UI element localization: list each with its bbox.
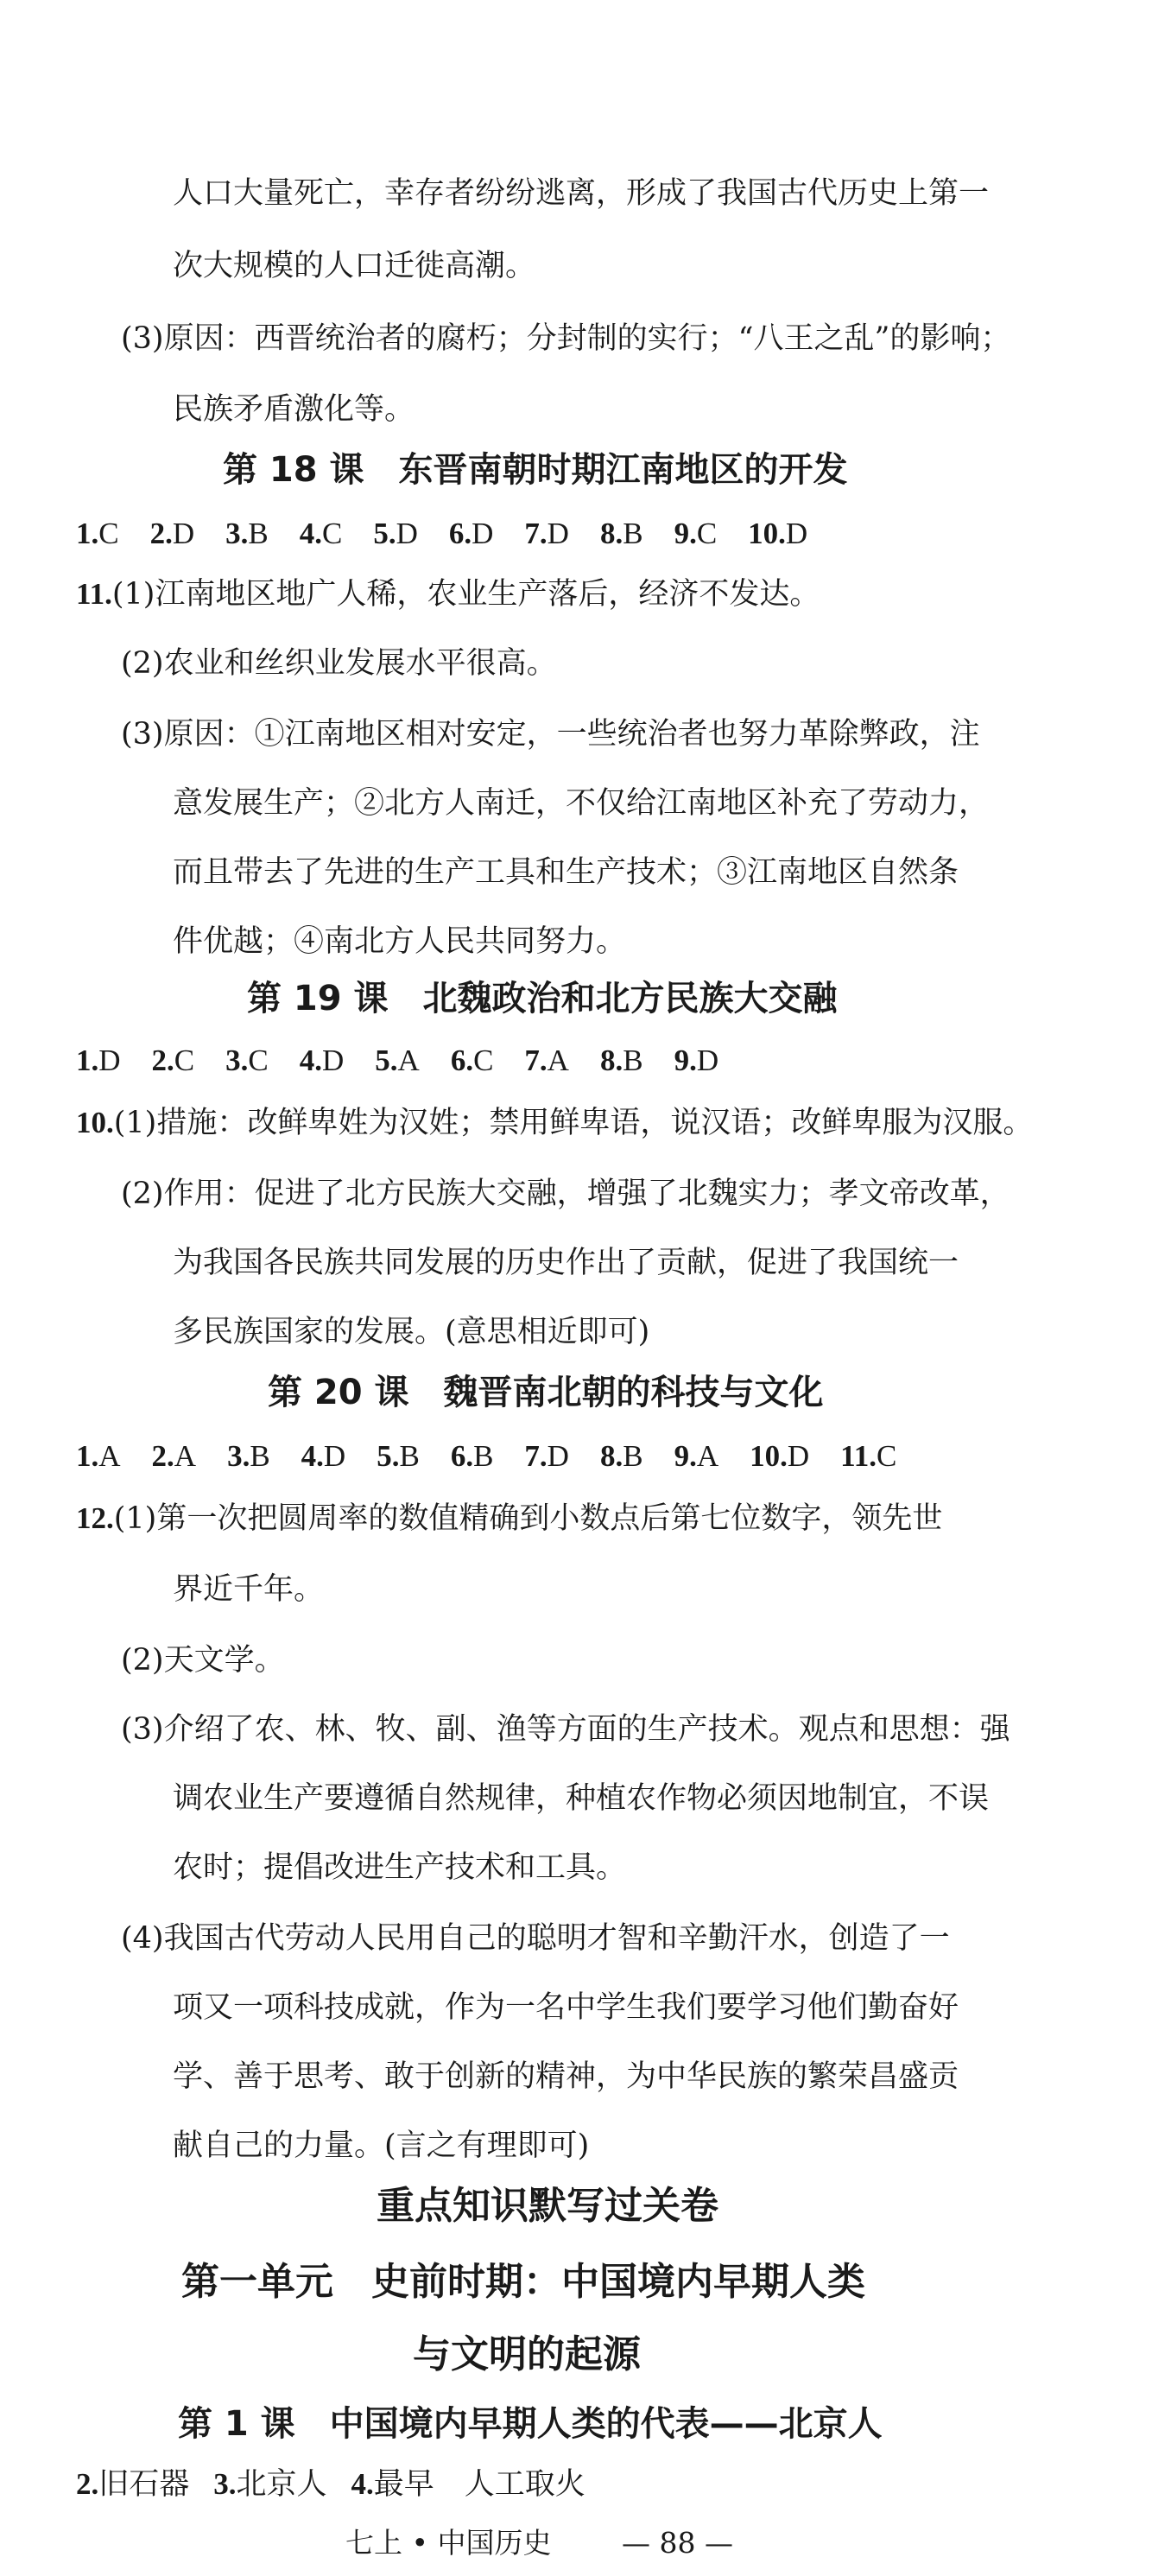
answer-value: D (787, 1439, 810, 1473)
question-number: 2. (76, 2467, 99, 2501)
answer-value: B (623, 1439, 643, 1473)
choice-answer (840, 1436, 896, 1477)
choice-answer (748, 513, 807, 555)
answer-value: C (876, 1439, 897, 1473)
answer-value: D (696, 1044, 719, 1077)
answer-text: (2)作用：促进了北方民族大交融，增强了北魏实力；孝文帝改革， (121, 1177, 1010, 1211)
question-number: 3. (225, 1044, 249, 1077)
choice-answer (600, 1040, 643, 1082)
answer-value: D (172, 517, 195, 550)
answer-text: 而且带去了先进的生产工具和生产技术；③江南地区自然条 (173, 855, 959, 890)
lesson-1-title: 第 1 课 中国境内早期人类的代表——北京人 (178, 2404, 883, 2444)
answer-text: (1)江南地区地广人稀，农业生产落后，经济不发达。 (111, 577, 820, 612)
question-number: 11. (840, 1439, 877, 1473)
question-number: 6. (450, 1044, 474, 1077)
text-line: 次大规模的人口迁徙高潮。 (173, 249, 536, 283)
lesson-18-choice-answers (76, 513, 807, 555)
answer-value: D (98, 1044, 121, 1077)
question-number: 11. (76, 577, 112, 611)
answer-value: B (248, 517, 269, 550)
question-number: 2. (151, 1044, 174, 1077)
question-number: 2. (149, 517, 173, 550)
answer-value: A (547, 1044, 569, 1077)
page-number: — 88 — (622, 2526, 733, 2560)
answer-text: 多民族国家的发展。(意思相近即可) (173, 1315, 650, 1349)
question-number: 6. (450, 1439, 474, 1473)
answer-value: D (396, 517, 418, 550)
question-number: 7. (524, 1044, 548, 1077)
answer-value: A (696, 1439, 719, 1473)
review-title: 重点知识默写过关卷 (377, 2184, 718, 2228)
choice-answer (524, 1040, 569, 1082)
lesson-20-choice-answers (76, 1436, 896, 1477)
question-number: 5. (375, 1044, 398, 1077)
choice-answer (152, 1436, 197, 1477)
answer-value: D (472, 517, 494, 550)
choice-answer (213, 2464, 326, 2505)
choice-answer (225, 1040, 269, 1082)
answer-value: B (623, 1044, 643, 1077)
answer-item (121, 318, 1010, 359)
question-number: 10. (76, 1106, 114, 1139)
answer-text: 农时；提倡改进生产技术和工具。 (173, 1850, 627, 1885)
answer-text: 为我国各民族共同发展的历史作出了贡献，促进了我国统一 (173, 1246, 959, 1280)
answer-text: (3)介绍了农、林、牧、副、渔等方面的生产技术。观点和思想：强 (121, 1712, 1010, 1747)
choice-answer (150, 513, 195, 555)
choice-answer (674, 1040, 719, 1082)
answer-value: C (473, 1044, 494, 1077)
answer-value: 最早 人工取火 (373, 2467, 586, 2501)
item-text: 原因：西晋统治者的腐朽；分封制的实行；“八王之乱”的影响； (163, 321, 1011, 356)
answer-value: B (250, 1439, 270, 1473)
question-number: 8. (599, 517, 623, 550)
text-line: 民族矛盾激化等。 (173, 392, 415, 427)
choice-answer (524, 513, 569, 555)
choice-answer (674, 1436, 719, 1477)
answer-value: B (399, 1439, 420, 1473)
question-10 (76, 1102, 1033, 1144)
answer-text: 件优越；④南北方人民共同努力。 (173, 924, 627, 959)
choice-answer (76, 2464, 189, 2505)
answer-text: (4)我国古代劳动人民用自己的聪明才智和辛勤汗水，创造了一 (121, 1921, 950, 1956)
answer-value: D (547, 1439, 569, 1473)
answer-text: (2)农业和丝织业发展水平很高。 (121, 646, 557, 681)
choice-answer (225, 513, 269, 555)
question-number: 9. (674, 517, 697, 550)
question-number: 12. (76, 1501, 114, 1535)
answer-value: A (98, 1439, 121, 1473)
choice-answer (600, 1436, 643, 1477)
lesson-19-title: 第 19 课 北魏政治和北方民族大交融 (247, 979, 838, 1018)
choice-answer (301, 1436, 346, 1477)
lesson-18-title: 第 18 课 东晋南朝时期江南地区的开发 (223, 450, 848, 490)
footer-subject: 七上 • 中国历史 (345, 2526, 552, 2560)
question-number: 3. (213, 2467, 237, 2501)
question-number: 8. (599, 1439, 623, 1473)
choice-answer (76, 1436, 121, 1477)
answer-text: 项又一项科技成就，作为一名中学生我们要学习他们勤奋好 (173, 1990, 959, 2025)
choice-answer (300, 513, 343, 555)
question-number: 6. (448, 517, 472, 550)
answer-text: 献自己的力量。(言之有理即可) (173, 2129, 590, 2163)
question-number: 3. (225, 517, 249, 550)
answer-text: (1)措施：改鲜卑姓为汉姓；禁用鲜卑语，说汉语；改鲜卑服为汉服。 (113, 1106, 1034, 1140)
answer-value: D (322, 1044, 345, 1077)
answer-text: 意发展生产；②北方人南迁，不仅给江南地区补充了劳动力， (173, 786, 990, 821)
choice-answer (351, 2464, 586, 2505)
question-number: 9. (674, 1044, 697, 1077)
question-number: 7. (524, 517, 548, 550)
choice-answer (76, 1040, 121, 1082)
question-number: 10. (748, 517, 786, 550)
choice-answer (300, 1040, 345, 1082)
choice-answer (750, 1436, 809, 1477)
question-12 (76, 1498, 942, 1539)
answer-value: 北京人 (236, 2467, 327, 2501)
answer-text: (3)原因：①江南地区相对安定，一些统治者也努力革除弊政，注 (121, 717, 980, 752)
choice-answer (524, 1436, 569, 1477)
choice-answer (373, 513, 418, 555)
choice-answer (377, 1436, 420, 1477)
unit-title: 第一单元 史前时期：中国境内早期人类 (181, 2260, 865, 2304)
answer-text: 学、善于思考、敢于创新的精神，为中华民族的繁荣昌盛贡 (173, 2059, 959, 2094)
answer-value: C (98, 517, 119, 550)
question-number: 1. (76, 1439, 99, 1473)
choice-answer (76, 513, 119, 555)
answer-value: C (322, 517, 343, 550)
question-number: 2. (151, 1439, 174, 1473)
question-number: 3. (227, 1439, 250, 1473)
text-line: 人口大量死亡，幸存者纷纷逃离，形成了我国古代历史上第一 (173, 176, 990, 211)
answer-value: D (323, 1439, 346, 1473)
answer-text: (2)天文学。 (121, 1643, 285, 1678)
question-number: 1. (76, 1044, 99, 1077)
review-fill-answers (76, 2464, 586, 2505)
unit-title-cont: 与文明的起源 (413, 2332, 641, 2376)
answer-value: D (785, 517, 808, 550)
choice-answer (227, 1436, 270, 1477)
question-number: 5. (373, 517, 396, 550)
question-number: 4. (301, 1439, 324, 1473)
question-number: 9. (674, 1439, 697, 1473)
question-number: 10. (750, 1439, 788, 1473)
answer-text: (1)第一次把圆周率的数值精确到小数点后第七位数字，领先世 (113, 1501, 943, 1536)
question-number: 4. (351, 2467, 374, 2501)
answer-value: A (174, 1439, 197, 1473)
choice-answer (600, 513, 643, 555)
question-11 (76, 574, 820, 615)
answer-value: B (623, 517, 643, 550)
answer-text: 界近千年。 (173, 1572, 325, 1607)
lesson-20-title: 第 20 课 魏晋南北朝的科技与文化 (268, 1373, 824, 1412)
answer-text: 调农业生产要遵循自然规律，种植农作物必须因地制宜，不误 (173, 1781, 990, 1816)
answer-value: B (473, 1439, 494, 1473)
lesson-19-choice-answers (76, 1040, 718, 1082)
choice-answer (674, 513, 718, 555)
answer-value: 旧石器 (98, 2467, 190, 2501)
choice-answer (449, 513, 494, 555)
answer-value: C (248, 1044, 269, 1077)
item-label: (3) (121, 321, 164, 356)
choice-answer (375, 1040, 420, 1082)
question-number: 5. (377, 1439, 400, 1473)
question-number: 7. (524, 1439, 548, 1473)
answer-value: C (696, 517, 718, 550)
answer-value: C (174, 1044, 195, 1077)
question-number: 1. (76, 517, 99, 550)
question-number: 8. (599, 1044, 623, 1077)
question-number: 4. (299, 517, 322, 550)
choice-answer (451, 1040, 494, 1082)
choice-answer (152, 1040, 195, 1082)
choice-answer (451, 1436, 494, 1477)
answer-value: A (397, 1044, 420, 1077)
answer-value: D (547, 517, 569, 550)
question-number: 4. (299, 1044, 322, 1077)
